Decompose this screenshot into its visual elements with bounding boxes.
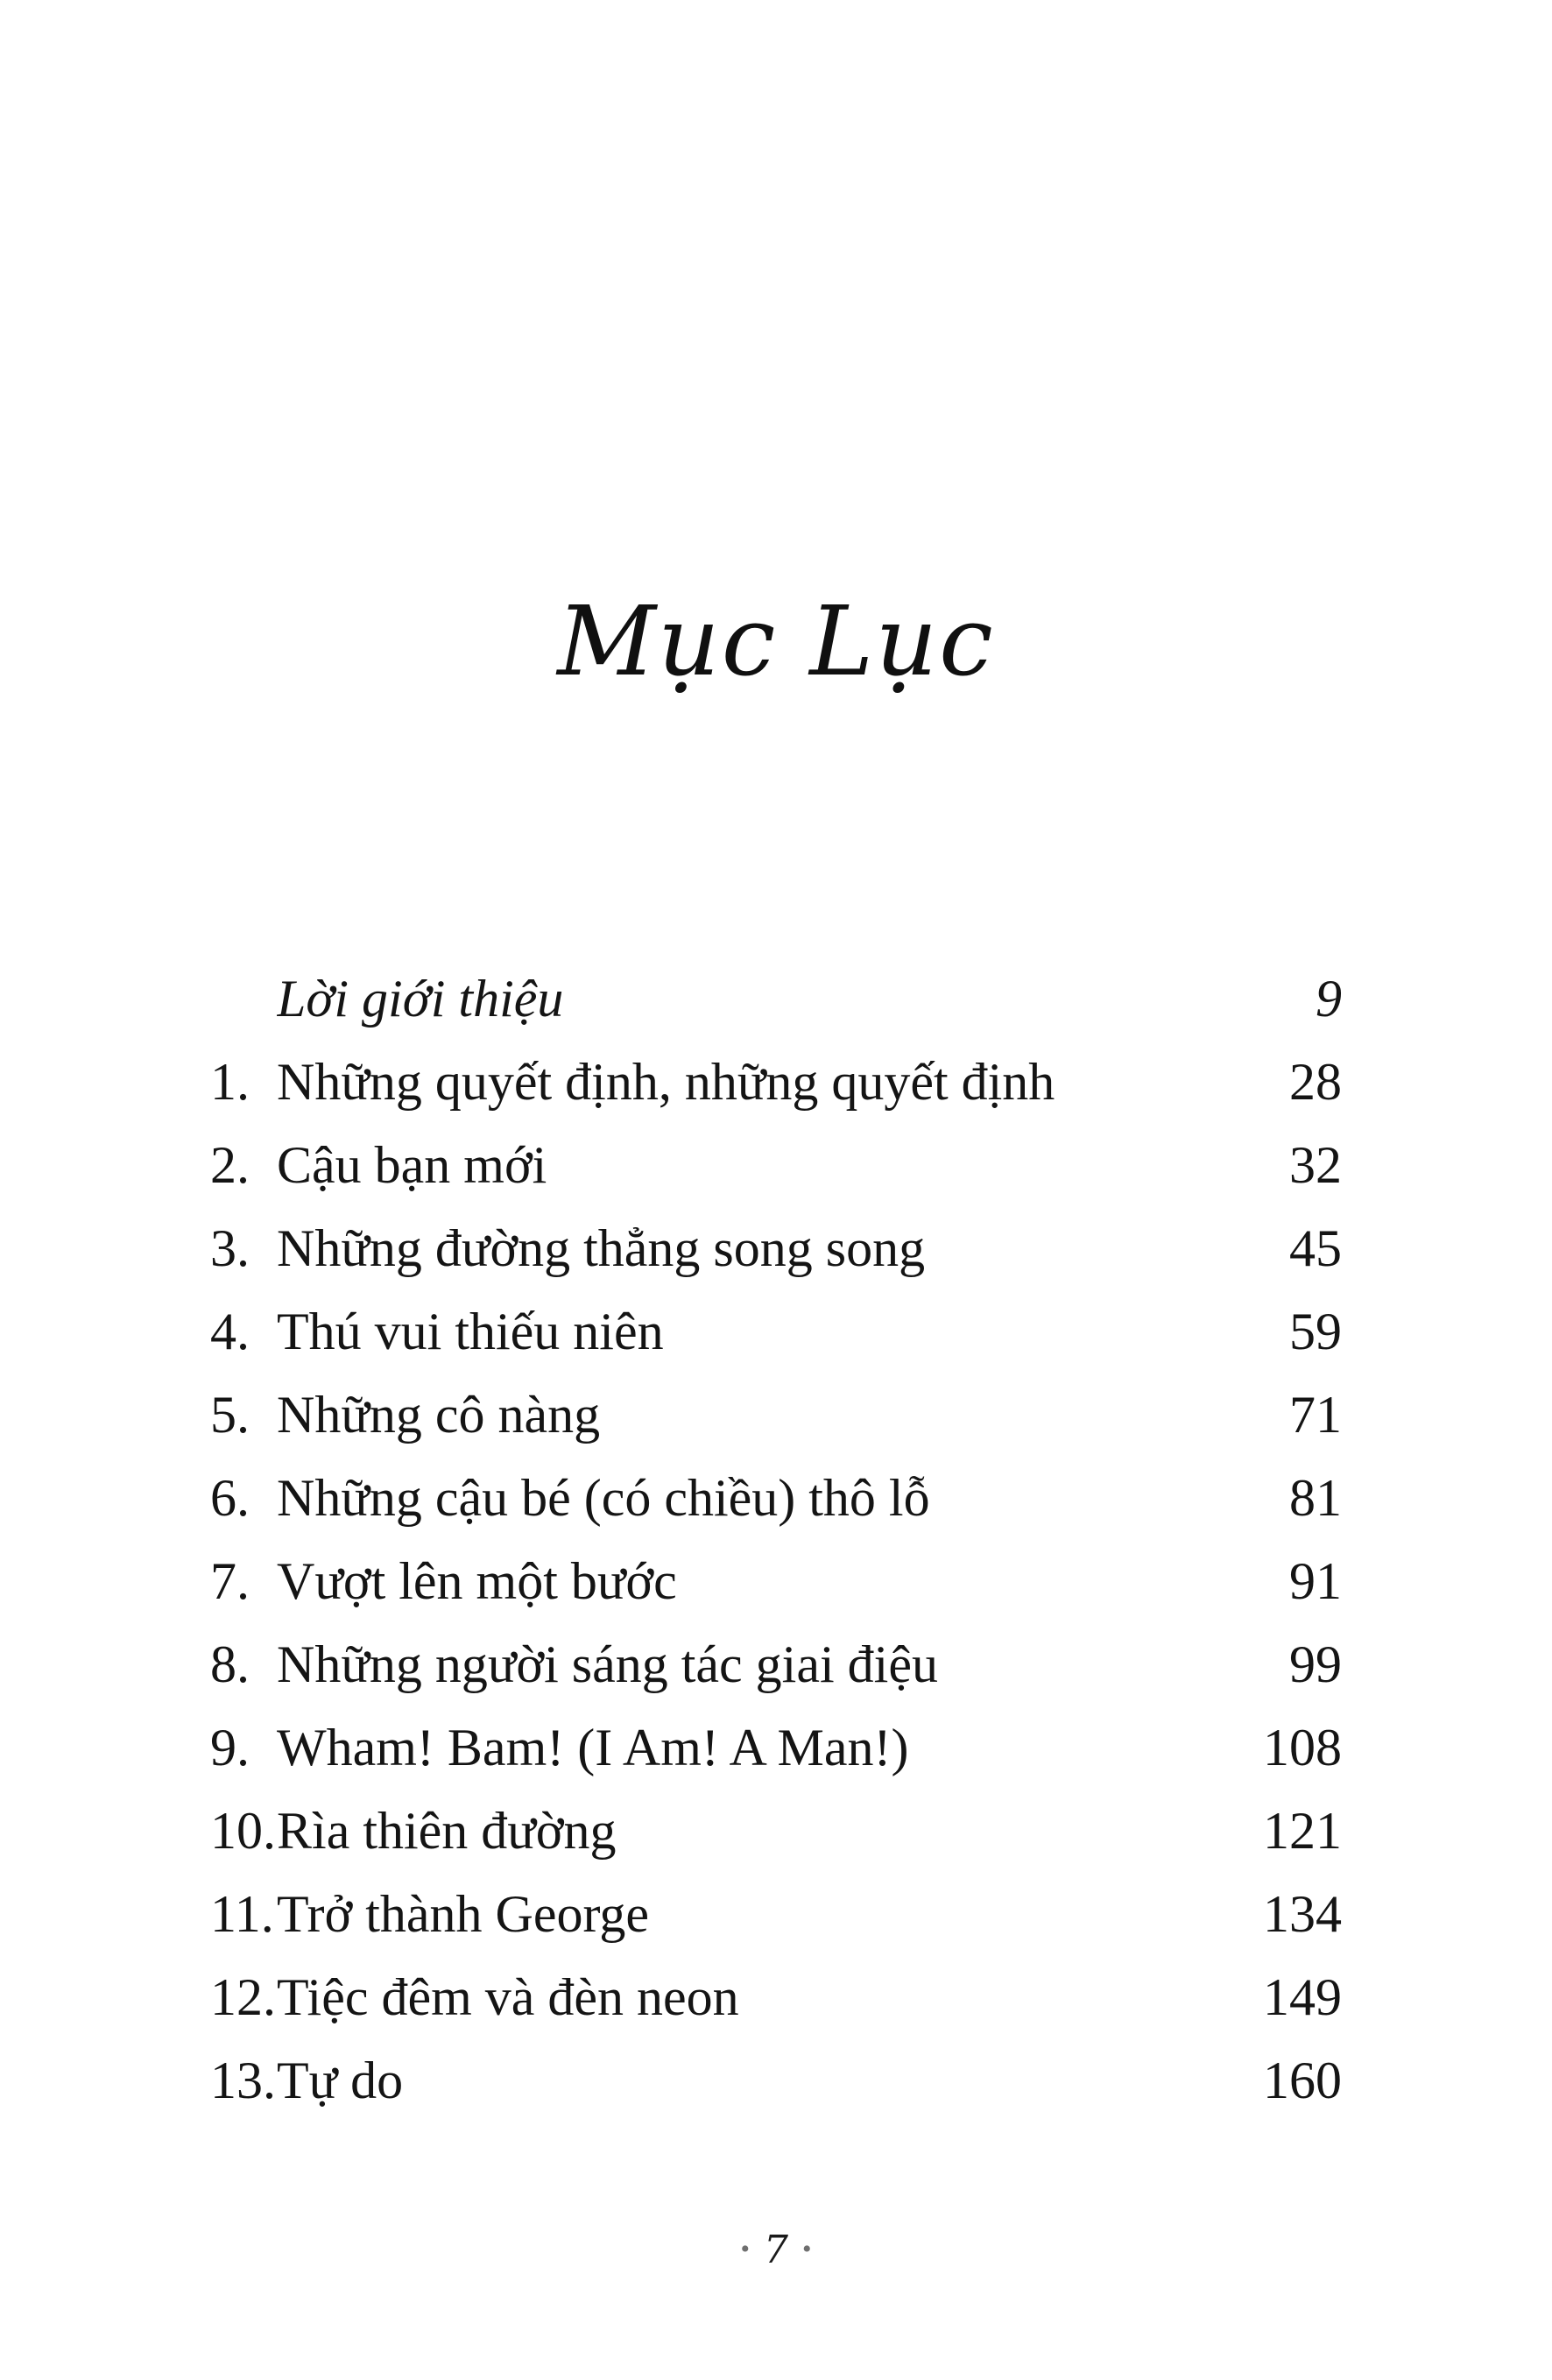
toc-entry-title: Những người sáng tác giai điệu <box>277 1635 938 1693</box>
toc-entry-title: Rìa thiên đường <box>277 1802 617 1860</box>
toc-entry-intro <box>210 957 1342 1041</box>
toc-entry-number: 11. <box>210 1885 274 1943</box>
toc-entry-page: 32 <box>1289 1136 1342 1194</box>
toc-entry <box>210 1623 1342 1706</box>
toc-entry <box>210 1956 1342 2039</box>
toc-entry-number: 5. <box>210 1386 250 1444</box>
toc-entry-number: 6. <box>210 1469 250 1527</box>
toc-entry <box>210 1374 1342 1457</box>
toc-entry-page: 71 <box>1289 1386 1342 1444</box>
toc-entry-number: 8. <box>210 1635 250 1693</box>
toc-entry <box>210 1207 1342 1290</box>
page-footer <box>0 2223 1552 2277</box>
toc-entry-title: Thú vui thiếu niên <box>277 1303 664 1360</box>
toc-entry-page: 108 <box>1263 1719 1342 1776</box>
toc-entry-title: Cậu bạn mới <box>277 1136 547 1194</box>
footer-dot-right-icon: • <box>802 2235 812 2263</box>
toc-entry-number: 12. <box>210 1968 276 2026</box>
toc-entry-page: 81 <box>1289 1469 1342 1527</box>
toc-entry <box>210 2039 1342 2122</box>
toc-entry-page: 121 <box>1263 1802 1342 1860</box>
toc-entry <box>210 1124 1342 1207</box>
toc-entry-title: Tự do <box>277 2052 404 2109</box>
table-of-contents <box>210 957 1342 2122</box>
toc-entry-page: 99 <box>1289 1635 1342 1693</box>
toc-entry-number: 13. <box>210 2052 276 2109</box>
toc-entry-page: 9 <box>1316 970 1342 1028</box>
toc-entry-number: 1. <box>210 1053 250 1111</box>
toc-entry <box>210 1706 1342 1790</box>
toc-entry-number: 7. <box>210 1552 250 1610</box>
toc-entry-title: Những đường thẳng song song <box>277 1219 926 1277</box>
toc-entry-page: 45 <box>1289 1219 1342 1277</box>
toc-entry-number: 9. <box>210 1719 250 1776</box>
toc-entry-title: Lời giới thiệu <box>277 970 564 1028</box>
toc-entry-number: 10. <box>210 1802 276 1860</box>
toc-entry-page: 134 <box>1263 1885 1342 1943</box>
toc-entry <box>210 1041 1342 1124</box>
toc-entry-title: Wham! Bam! (I Am! A Man!) <box>277 1719 909 1776</box>
footer-dot-left-icon: • <box>740 2235 750 2263</box>
toc-entry-page: 91 <box>1289 1552 1342 1610</box>
toc-entry-page: 28 <box>1289 1053 1342 1111</box>
toc-entry-number: 2. <box>210 1136 250 1194</box>
toc-entry <box>210 1540 1342 1623</box>
page-title: Mục Lục <box>557 585 995 697</box>
toc-entry-title: Những cậu bé (có chiều) thô lỗ <box>277 1469 930 1527</box>
footer-page-number: 7 <box>764 2228 788 2272</box>
toc-entry-title: Những cô nàng <box>277 1386 601 1444</box>
toc-entry-number: 4. <box>210 1303 250 1360</box>
toc-entry-page: 160 <box>1263 2052 1342 2109</box>
toc-entry <box>210 1290 1342 1374</box>
toc-entry-number: 3. <box>210 1219 250 1277</box>
toc-entry-page: 149 <box>1263 1968 1342 2026</box>
toc-entry-title: Tiệc đêm và đèn neon <box>277 1968 739 2026</box>
toc-entry-title: Trở thành George <box>277 1885 650 1943</box>
toc-entry-page: 59 <box>1289 1303 1342 1360</box>
toc-entry <box>210 1457 1342 1540</box>
toc-entry-title: Vượt lên một bước <box>277 1552 677 1610</box>
toc-entry <box>210 1790 1342 1873</box>
toc-entry-title: Những quyết định, những quyết định <box>277 1053 1055 1111</box>
toc-entry <box>210 1873 1342 1956</box>
